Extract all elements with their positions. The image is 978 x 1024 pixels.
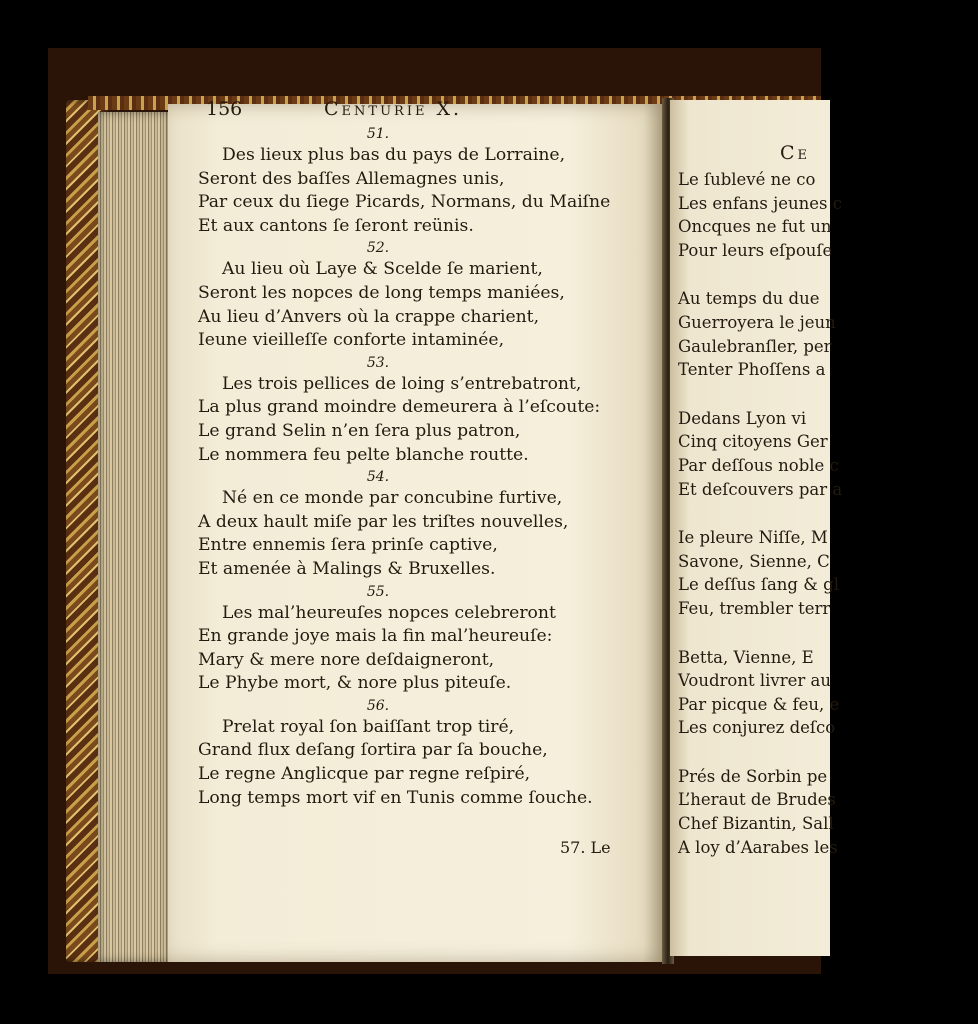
right-verse-line: Pour leurs eſpouſe — [678, 240, 833, 260]
verse-line: Le nommera feu pelte blanche routte. — [198, 444, 529, 465]
quatrain — [198, 124, 618, 238]
right-page-text — [678, 146, 978, 884]
right-verse-line: Dedans Lyon vi — [678, 408, 807, 428]
quatrain — [198, 582, 618, 696]
right-verse-line: Le ſublevé ne co — [678, 170, 816, 189]
quatrain — [198, 467, 618, 581]
verse-line: La plus grand moindre demeurera à l’eſcoute: — [198, 397, 601, 418]
right-verse-line: Et deſcouvers par a — [678, 479, 843, 499]
quatrain-number: 52. — [366, 240, 390, 257]
quatrain-number: 54. — [366, 469, 390, 486]
right-verse-line: Au temps du due — [678, 289, 820, 309]
quatrain-number: 56. — [366, 697, 390, 714]
quatrain — [198, 238, 618, 352]
page-header — [206, 98, 606, 126]
verse-line: Des lieux plus bas du pays de Lorraine, — [222, 145, 566, 165]
quatrain-number: 53. — [366, 354, 390, 371]
quatrain-number: 51. — [366, 126, 390, 142]
right-verse-line: A loy d’Aarabes les — [678, 837, 838, 857]
right-verse-line: Ie pleure Niſſe, M — [678, 528, 828, 548]
right-verse-line: Oncques ne fut un — [678, 217, 832, 237]
right-verse-line: Par deſſous noble c — [678, 455, 839, 475]
verse-line: Le regne Anglicque par regne reſpiré, — [198, 764, 531, 785]
right-verse-line: Guerroyera le jeun — [678, 312, 836, 332]
right-verse-line: Voudront livrer au — [678, 671, 831, 691]
right-verse-line: Savone, Sienne, C — [678, 551, 830, 571]
right-verse-line: Par picque & feu, e — [678, 694, 840, 714]
verse-line: Seront des baſſes Allemagnes unis, — [198, 168, 505, 189]
right-verse-line: Prés de Sorbin pe — [678, 766, 828, 786]
verse-line: Les trois pellices de loing s’entrebatront, — [222, 373, 582, 394]
verse-line: Au lieu d’Anvers où la crappe charient, — [198, 306, 540, 327]
verse-line: En grande joye mais la fin mal’heureuſe: — [198, 626, 553, 647]
right-verse-line: Les enfans jeunes c — [678, 193, 842, 213]
verse-line: Par ceux du ſiege Picards, Normans, du Maiſne — [198, 192, 611, 213]
verse-line: Long temps mort vif en Tunis comme ſouche. — [198, 787, 593, 808]
verse-line: Les mal’heureuſes nopces celebreront — [222, 602, 556, 623]
verse-line: Prelat royal ſon baiſſant trop tiré, — [222, 716, 515, 737]
right-verse-line: Chef Bizantin, Sall — [678, 814, 834, 834]
right-verse-line: L’heraut de Brudes — [678, 790, 836, 810]
verse-line: Le Phybe mort, & nore plus piteuſe. — [198, 673, 512, 694]
right-verse-line: Les conjurez deſco — [678, 718, 836, 738]
right-verse-line: Betta, Vienne, E — [678, 647, 814, 667]
running-title: Centurie X. — [324, 98, 463, 120]
verse-line: Le grand Selin n’en ſera plus patron, — [198, 420, 521, 441]
right-running-title: Ce — [780, 142, 811, 164]
page-number: 156 — [206, 98, 243, 120]
verse-line: A deux hault miſe par les triſtes nouvelles, — [198, 511, 569, 532]
verse-line: Et aux cantons ſe ſeront reünis. — [198, 215, 474, 236]
verse-line: Mary & mere nore deſdaigneront, — [198, 649, 495, 670]
verse-line: Entre ennemis ſera prinſe captive, — [198, 535, 498, 556]
verse-line: Et amenée à Malings & Bruxelles. — [198, 558, 496, 579]
quatrain-number: 55. — [366, 583, 390, 600]
right-verse-line: Cinq citoyens Ger — [678, 432, 828, 452]
page-stack — [98, 112, 170, 962]
quatrain — [198, 353, 618, 467]
catchword: 57. Le — [560, 838, 611, 857]
right-verse-line: Feu, trembler terr — [678, 598, 831, 618]
verse-line: Au lieu où Laye & Scelde ſe marient, — [222, 259, 543, 280]
verse-line: Grand flux deſang ſortira par ſa bouche, — [198, 740, 548, 761]
quatrain — [198, 696, 618, 810]
right-page — [670, 100, 843, 956]
right-verse-line: Tenter Phoſſens a — [678, 360, 826, 380]
verse-line: Ieune vieilleſſe conforte intaminée, — [198, 330, 505, 351]
verse-line: Seront les nopces de long temps maniées, — [198, 282, 565, 303]
verse-line: Né en ce monde par concubine furtive, — [222, 488, 563, 509]
right-verse-line: Gaulebranſler, per — [678, 336, 832, 356]
right-verse-line: Le deſſus ſang & gl — [678, 575, 839, 595]
quatrain-list — [198, 124, 618, 810]
